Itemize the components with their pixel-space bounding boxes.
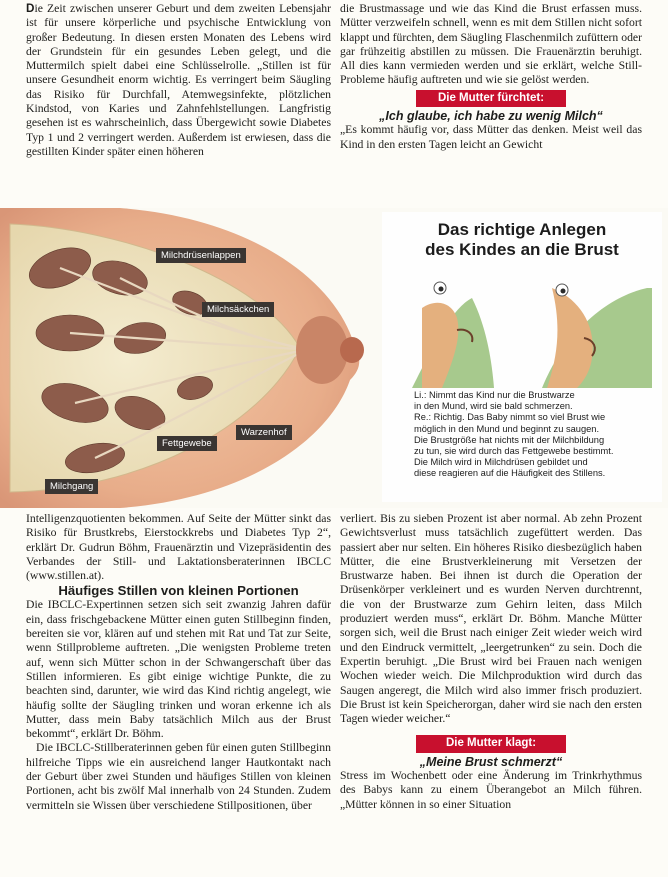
article-paragraph: verliert. Bis zu sieben Prozent ist aber normal. Ab zehn Prozent Gewichtsverlust muss tatsächlich zugefüttert werden. Das passiert aber nur selten. Ein höheres Risiko diesbezüglich haben Mütter, die eine Brustverkleinerung mit Versetzen der Brustwarze haben. Bei ihnen ist durch die Operation der Drüsenkörper verkleinert und es wurden Nerven durchtrennt, die von der Brustwarze zum Gehirn leiten, dass Milch produziert werden muss“, erklärt Dr. Böhm. Manche Mütter sorgen sich, weil die Brust nach einiger Zeit wieder weich wird und den Eindruck vermittelt, „leergetrunken“ zu sein. Doch die Expertin beruhigt. „Die Brust wird bei Frauen nach wenigen Wochen wieder weich. Die Milchproduktion wird durch das Saugen angeregt, die Milch wird also immer frisch produziert. Die Brust ist kein Speicherorgan, daher wird sie nach den ersten Tagen wieder weicher.“ bbox=[340, 512, 642, 726]
anatomy-label-warzenhof: Warzenhof bbox=[236, 425, 292, 440]
caption-line: in den Mund, wird sie bald schmerzen. bbox=[414, 401, 573, 412]
anatomy-label-fettgewebe: Fettgewebe bbox=[157, 436, 217, 451]
caption-line: Li.: Nimmt das Kind nur die Brustwarze bbox=[414, 390, 575, 400]
article-paragraph: Intelligenzquotienten bekommen. Auf Seite der Mütter sinkt das Risiko für Brustkrebs, Eierstockkrebs und Diabetes Typ 2“, erklärt Dr. Gudrun Böhm, Frauenärztin und Vizepräsidentin des Verbandes der Still- und Laktationsberaterinnen IBCLC (www.stillen.at). bbox=[26, 512, 331, 583]
anatomy-label-saeckchen: Milchsäckchen bbox=[202, 302, 274, 317]
article-paragraph: die Brustmassage und wie das Kind die Brust erfassen muss. Mütter verzweifeln schnell, wenn es mit dem Stillen nicht sofort klappt und fürchten, dem Säugling Flaschenmilch zufüttern oder gar frühzeitig abstillen zu müssen. Die Frauenärztin beruhigt. All dies kann vermieden werden und sie erklärt, welche Still-Probleme häufig auftreten und wie sie gelöst werden. bbox=[340, 2, 642, 87]
caption-line: Die Brustgröße hat nichts mit der Milchbildung bbox=[414, 434, 605, 445]
infographic bbox=[0, 208, 668, 508]
article-paragraph: „Es kommt häufig vor, dass Mütter das denken. Meist weil das Kind in den ersten Tagen leicht an Gewicht bbox=[340, 123, 642, 151]
graphic-caption bbox=[414, 390, 646, 480]
quote-heading: „Meine Brust schmerzt“ bbox=[419, 754, 563, 769]
caption-line: möglich in den Mund und beginnt zu saugen. bbox=[414, 423, 600, 434]
article-paragraph: Stress im Wochenbett oder eine Änderung im Trinkrhythmus des Babys kann zu einem Überangebot an Milch führen. „Mütter können in so einer Situation bbox=[340, 769, 642, 811]
article-paragraph: Die IBCLC-Stillberaterinnen geben für einen guten Stillbeginn hilfreiche Tipps wie ein ausreichend langer Hautkontakt nach der Geburt über zwei Stunden und häufiges Stillen von kleinen Portionen, acht bis zwölf Mal innerhalb von 24 Stunden. Zudem vermitteln sie Wissen über verschiedene Stillpositionen, über bbox=[26, 741, 331, 812]
article-column-top-left bbox=[26, 2, 331, 159]
article-paragraph: Die IBCLC-Expertinnen setzen sich seit zwanzig Jahren dafür ein, dass frischgebackene Mütter einen guten Stillbeginn finden, bereiten sie vor, klären auf und stehen mit Rat und Tat zur Seite, wenn Stillprobleme auftreten. „Die wenigsten Probleme treten auf, wenn sich Mütter schon in der Schwangerschaft über das Stillen informieren. Es gibt einige wichtige Punkte, die zu beachten sind, darunter, wie wird das Kind richtig angelegt, wie häufig sollte der Säugling trinken und woran erkenne ich als Mutter, dass mein Baby tatsächlich Milch aus der Brust bekommt“, erklärt Dr. Böhm. bbox=[26, 598, 331, 741]
anatomy-label-lappen: Milchdrüsenlappen bbox=[156, 248, 246, 263]
graphic-title-line: des Kindes an die Brust bbox=[425, 240, 619, 259]
caption-line: diese reagieren auf die Häufigkeit des Stillens. bbox=[414, 468, 606, 479]
article-column-bottom-right bbox=[340, 512, 642, 812]
article-column-top-right bbox=[340, 2, 642, 152]
section-subheading: Häufiges Stillen von kleinen Portionen bbox=[58, 583, 299, 599]
caption-line: Die Milch wird in Milchdrüsen gebildet und bbox=[414, 457, 588, 468]
caption-line: zu tun, sie wird durch das Fettgewebe bestimmt. bbox=[414, 446, 614, 457]
quote-heading: „Ich glaube, ich habe zu wenig Milch“ bbox=[379, 109, 603, 124]
paragraph-text: ie Zeit zwischen unserer Geburt und dem zweiten Lebensjahr ist für unsere körperliche und psychische Entwicklung von großer Bedeutung. In diesen ersten Monaten des Lebens wird der Grundstein für ein gesundes Leben gelegt, und die Muttermilch spielt dabei eine Schlüsselrolle. „Stillen ist für unsere Gesundheit enorm wichtig. Es verringert beim Säugling das Risiko für Durchfall, Atemwegsinfekte, plötzlichen Kindstod, von Karies und Zahnfehlstellungen. Langfristig gesehen ist es wahrscheinlich, dass Übergewicht sowie Diabetes Typ 1 und 2 verringert werden. Außerdem ist erwiesen, dass die gestillten Kinder später einen höheren bbox=[26, 2, 331, 158]
section-label: Die Mutter klagt: bbox=[416, 735, 566, 752]
latching-comparison-illustration bbox=[412, 268, 652, 388]
latching-panel bbox=[382, 212, 662, 502]
graphic-title-line: Das richtige Anlegen bbox=[437, 220, 607, 239]
anatomy-label-milchgang: Milchgang bbox=[45, 479, 98, 494]
article-column-bottom-left bbox=[26, 512, 331, 813]
graphic-title bbox=[382, 220, 662, 260]
drop-cap: D bbox=[26, 2, 35, 15]
caption-line: Re.: Richtig. Das Baby nimmt so viel Brust wie bbox=[414, 412, 606, 423]
section-label: Die Mutter fürchtet: bbox=[416, 90, 566, 107]
article-paragraph bbox=[26, 2, 331, 159]
